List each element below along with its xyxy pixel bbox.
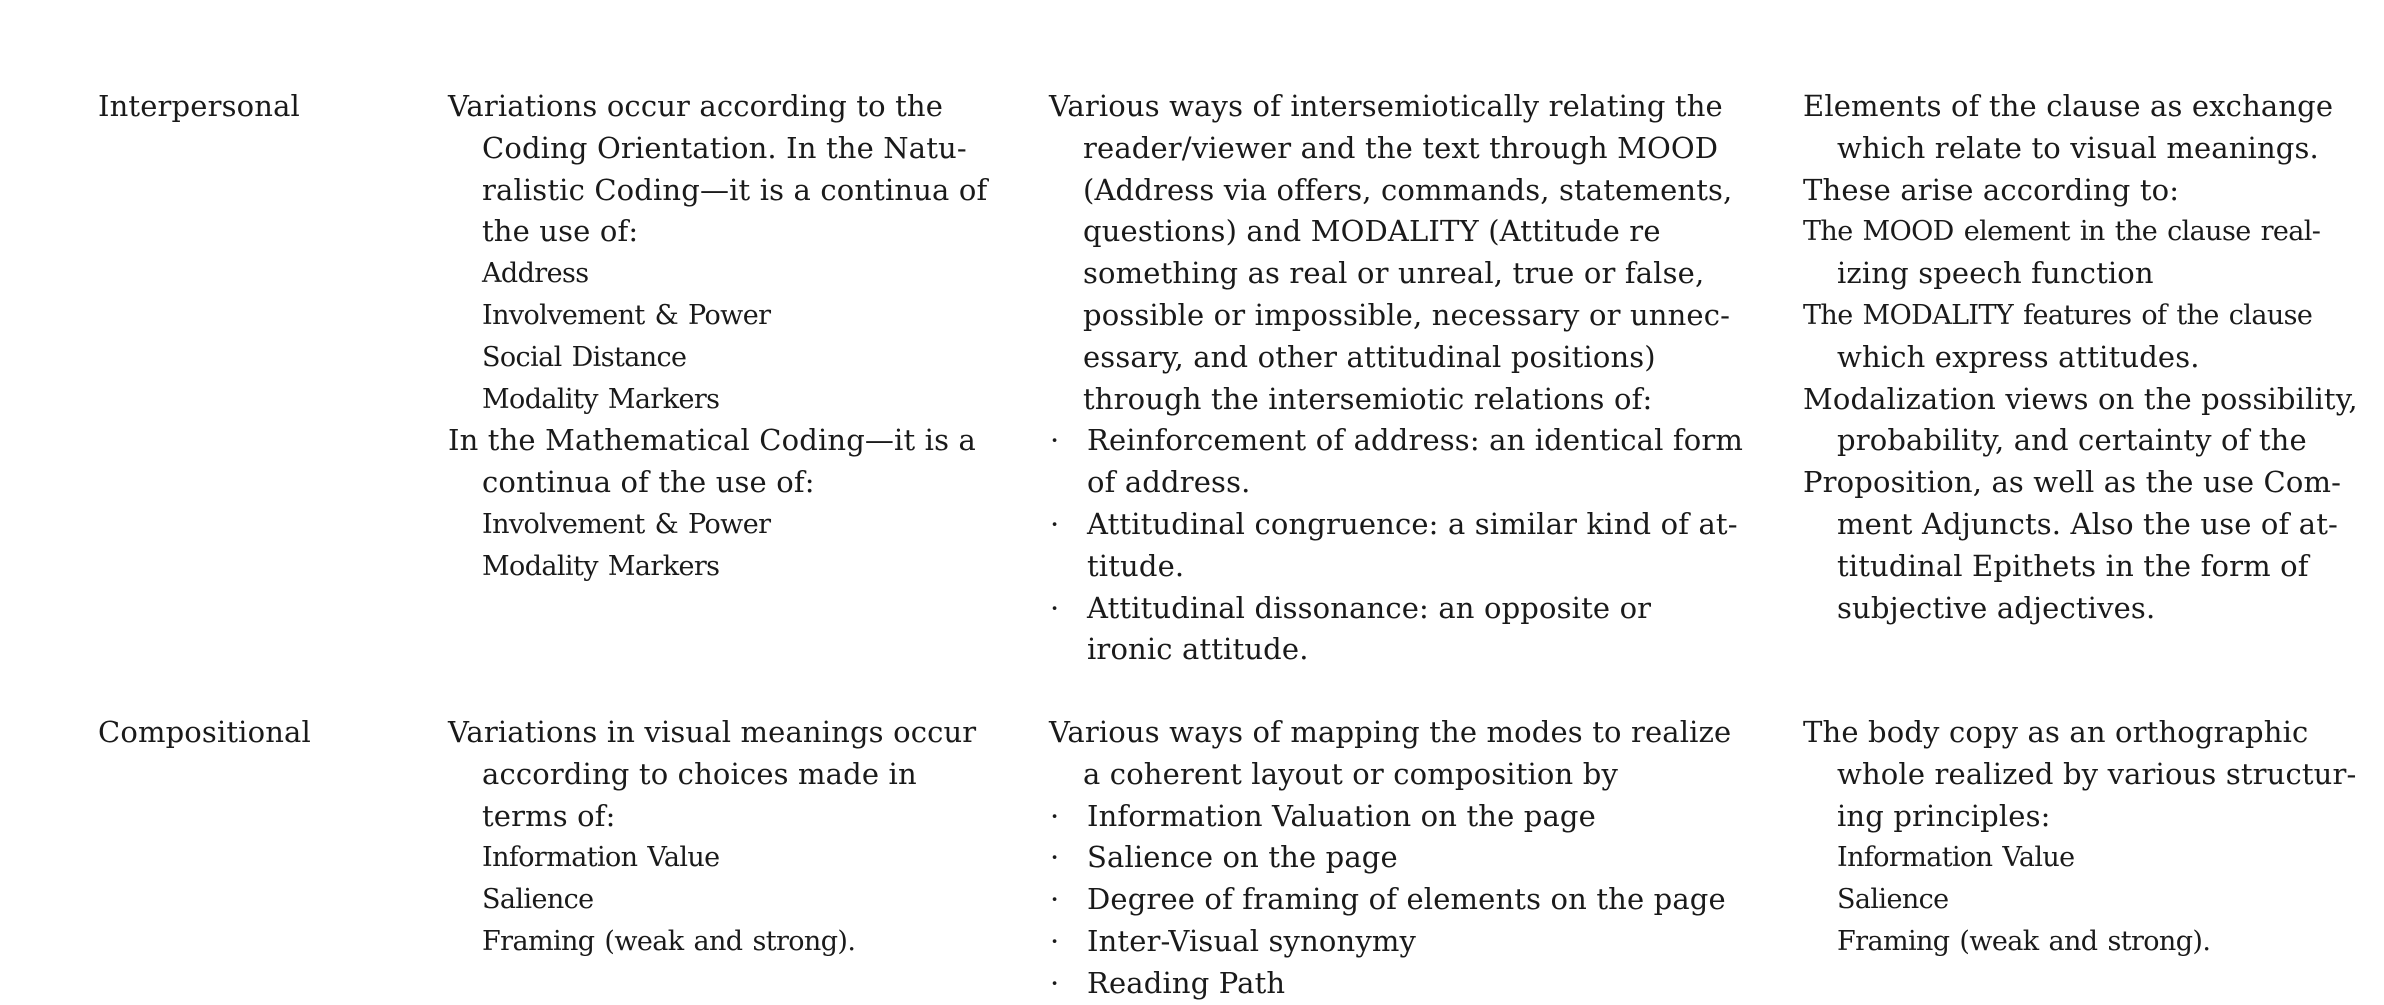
bullet-icon: ·	[1050, 882, 1060, 917]
bullet-text: Attitudinal dissonance: an opposite or	[1087, 590, 1652, 625]
bullet-text: of address.	[1087, 465, 1251, 500]
text-line: something as real or unreal, true or false,	[1083, 256, 1705, 291]
text-line: which relate to visual meanings.	[1837, 130, 2319, 165]
bullet-icon: ·	[1050, 965, 1060, 1000]
text-line: Proposition, as well as the use Com-	[1803, 465, 2342, 500]
text-line: (Address via offers, commands, statements,	[1083, 172, 1733, 207]
list-item: Involvement & Power	[482, 508, 771, 540]
list-item: Salience	[482, 884, 594, 916]
text-line: Variations occur according to the	[448, 89, 944, 123]
coding-orientation-cell	[448, 86, 1028, 588]
text-line: The MODALITY features of the clause	[1803, 299, 2313, 331]
row-label	[98, 86, 418, 128]
text-line: ralistic Coding—it is a continua of	[482, 172, 988, 207]
text-line: ment Adjuncts. Also the use of at-	[1837, 506, 2338, 541]
bullet-text: ironic attitude.	[1087, 632, 1309, 667]
clause-elements-cell	[1803, 86, 2383, 629]
bullet-text: Information Valuation on the page	[1087, 798, 1596, 833]
text-line: through the intersemiotic relations of:	[1083, 381, 1653, 416]
bullet-item	[1049, 588, 1769, 672]
list-item: Information Value	[1837, 842, 2075, 874]
bullet-item	[1049, 796, 1769, 838]
list-item: Information Value	[482, 842, 720, 874]
bullet-text: Attitudinal congruence: a similar kind of at-	[1087, 506, 1738, 541]
text-line: ing principles:	[1837, 798, 2051, 833]
row-label-text: Interpersonal	[98, 89, 300, 123]
bullet-item	[1049, 921, 1769, 963]
list-item: Salience	[1837, 884, 1949, 916]
text-line: In the Mathematical Coding—it is a	[448, 423, 976, 458]
text-line: Various ways of intersemiotically relating the	[1049, 89, 1723, 123]
bullet-icon: ·	[1050, 590, 1060, 625]
body-copy-cell	[1803, 712, 2383, 963]
bullet-text: Inter-Visual synonymy	[1087, 923, 1417, 958]
text-line: titudinal Epithets in the form of	[1837, 548, 2309, 583]
text-line: izing speech function	[1837, 256, 2154, 291]
bullet-icon: ·	[1050, 840, 1060, 875]
list-item: Modality Markers	[482, 383, 720, 415]
bullet-icon: ·	[1050, 506, 1060, 541]
text-line: continua of the use of:	[482, 465, 815, 500]
bullet-icon: ·	[1050, 798, 1060, 833]
bullet-text: Salience on the page	[1087, 840, 1398, 875]
text-line: probability, and certainty of the	[1837, 423, 2307, 458]
text-line: Various ways of mapping the modes to realize	[1049, 715, 1732, 749]
text-line: The MOOD element in the clause real-	[1803, 216, 2321, 248]
text-line: questions) and MODALITY (Attitude re	[1083, 214, 1661, 249]
text-line: essary, and other attitudinal positions)	[1083, 339, 1656, 374]
bullet-icon: ·	[1050, 423, 1060, 458]
bullet-item	[1049, 879, 1769, 921]
visual-meanings-cell	[448, 712, 1028, 963]
text-line: the use of:	[482, 214, 639, 249]
text-line: a coherent layout or composition by	[1083, 756, 1618, 791]
text-line: Elements of the clause as exchange	[1803, 89, 2334, 123]
text-line: Variations in visual meanings occur	[448, 715, 977, 749]
list-item: Address	[482, 258, 589, 290]
list-item: Framing (weak and strong).	[1837, 925, 2211, 957]
list-item: Framing (weak and strong).	[482, 925, 856, 957]
bullet-text: Reinforcement of address: an identical form	[1087, 423, 1744, 458]
text-line: Modalization views on the possibility,	[1803, 381, 2358, 416]
text-line: These arise according to:	[1803, 172, 2180, 207]
text-line: whole realized by various structur-	[1837, 756, 2357, 791]
bullet-item	[1049, 504, 1769, 588]
text-line: reader/viewer and the text through MOOD	[1083, 130, 1719, 165]
row-label-text: Compositional	[98, 715, 311, 749]
bullet-item	[1049, 963, 1769, 1005]
mode-mapping-cell	[1049, 712, 1769, 1005]
bullet-text: titude.	[1087, 548, 1185, 583]
text-line: terms of:	[482, 798, 616, 833]
row-label	[98, 712, 418, 754]
text-line: Coding Orientation. In the Natu-	[482, 130, 967, 165]
bullet-text: Degree of framing of elements on the page	[1087, 882, 1726, 917]
text-line: subjective adjectives.	[1837, 590, 2156, 625]
list-item: Modality Markers	[482, 550, 720, 582]
list-item: Social Distance	[482, 341, 687, 373]
text-line: possible or impossible, necessary or unnec-	[1083, 297, 1731, 332]
text-line: which express attitudes.	[1837, 339, 2200, 374]
bullet-item	[1049, 420, 1769, 504]
bullet-text: Reading Path	[1087, 965, 1286, 1000]
list-item: Involvement & Power	[482, 299, 771, 331]
intersemiotic-relations-cell	[1049, 86, 1769, 671]
bullet-item	[1049, 837, 1769, 879]
bullet-icon: ·	[1050, 923, 1060, 958]
text-line: according to choices made in	[482, 756, 917, 791]
text-line: The body copy as an orthographic	[1803, 715, 2309, 749]
